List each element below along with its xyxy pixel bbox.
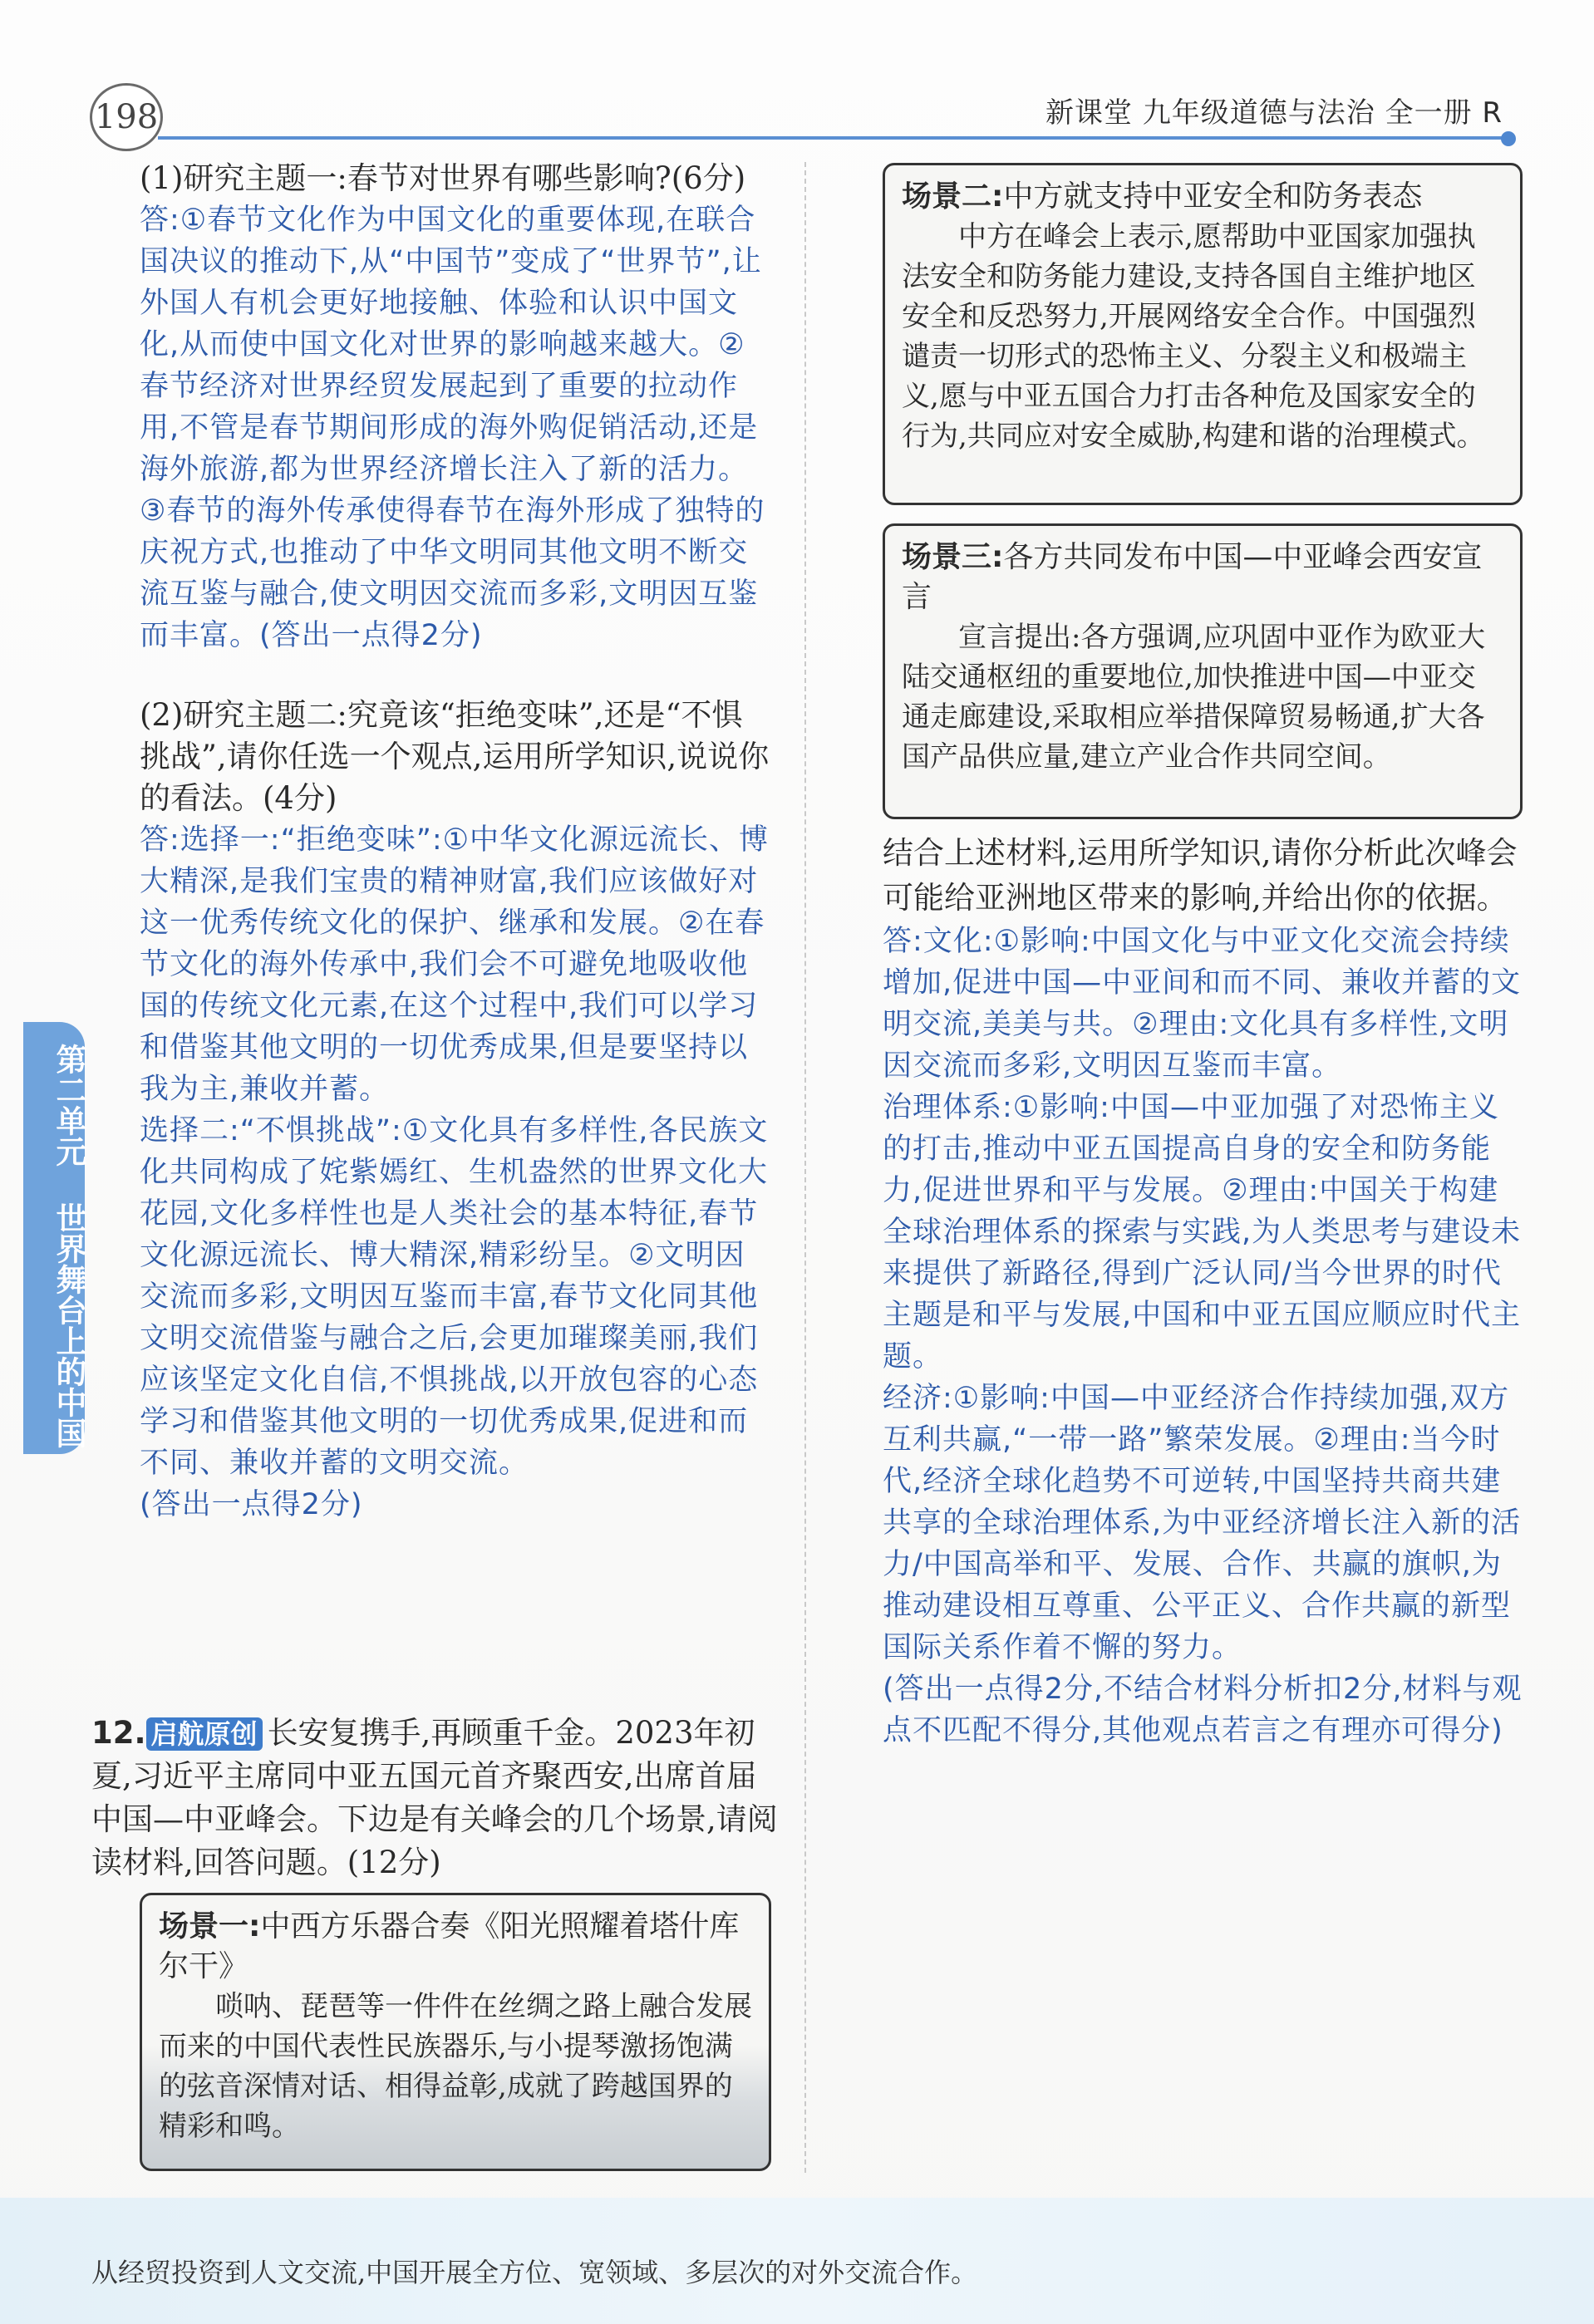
answer-2-scoring: (答出一点得2分) [140,1488,363,1521]
question-12-number: 12. [91,1715,146,1751]
original-badge: 启航原创 [146,1717,263,1751]
left-column [140,158,773,1526]
question-12 [91,1712,781,1884]
question-12-sub: 结合上述材料,运用所学知识,请你分析此次峰会可能给亚洲地区带来的影响,并给出你的依据。 [883,835,1518,916]
column-divider [804,162,806,2173]
scene-1-box [140,1893,771,2171]
answer-governance: 治理体系:①影响:中国—中亚加强了对恐怖主义的打击,推动中亚五国提高自身的安全和防务能力,促进世界和平与发展。②理由:中国关于构建全球治理体系的探索与实践,为人类思考与建设未来提供了新路径,得到广泛认同/当今世界的时代主题是和平与发展,中国和中亚五国应顺应时代主题。 [883,1091,1522,1373]
scene-1-body: 唢呐、琵琶等一件件在丝绸之路上融合发展而来的中国代表性民族器乐,与小提琴激扬饱满的弦音深情对话、相得益彰,成就了跨越国界的精彩和鸣。 [159,1990,752,2143]
question-2: (2)研究主题二:究竟该“拒绝变味”,还是“不惧挑战”,请你任选一个观点,运用所学知识,说说你的看法。(4分) [140,697,770,816]
footer-text: 从经贸投资到人文交流,中国开展全方位、宽领域、多层次的对外交流合作。 [91,2257,978,2288]
scene-1-title: 场景一:中西方乐器合奏《阳光照耀着塔什库尔干》 [159,1909,740,1983]
answer-scoring-note: (答出一点得2分,不结合材料分析扣2分,材料与观点不匹配不得分,其他观点若言之有理亦可得分) [883,1673,1523,1747]
answer-1: 答:①春节文化作为中国文化的重要体现,在联合国决议的推动下,从“中国节”变成了“世界节”,让外国人有机会更好地接触、体验和认识中国文化,从而使中国文化对世界的影响越来越大。②春节经济对世界经贸发展起到了重要的拉动作用,不管是春节期间形成的海外购促销活动,还是海外旅游,都为世界经济增长注入了新的活力。③春节的海外传承使得春节在海外形成了独特的庆祝方式,也推动了中华文明同其他文明不断交流互鉴与融合,使文明因交流而多彩,文明因互鉴而丰富。(答出一点得2分) [140,204,765,652]
header-dot [1501,131,1516,146]
scene-2-box [883,163,1523,505]
page-number: 198 [90,83,163,151]
right-column-text [883,831,1523,1752]
scene-2-title: 场景二:中方就支持中亚安全和防务表态 [902,179,1423,214]
scene-3-body: 宣言提出:各方强调,应巩固中亚作为欧亚大陆交通枢纽的重要地位,加快推进中国—中亚交通走廊建设,采取相应举措保障贸易畅通,扩大各国产品供应量,建立产业合作共同空间。 [902,621,1486,774]
header-title: 新课堂 九年级道德与法治 全一册 R [1045,96,1503,130]
answer-2-option-2: 选择二:“不惧挑战”:①文化具有多样性,各民族文化共同构成了姹紫嫣红、生机盎然的世界文化大花园,文化多样性也是人类社会的基本特征,春节文化源远流长、博大精深,精彩纷呈。②文明因交流而多彩,文明因互鉴而丰富,春节文化同其他文明交流借鉴与融合之后,会更加璀璨美丽,我们应该坚定文化自信,不惧挑战,以开放包容的心态学习和借鉴其他文明的一切优秀成果,促进和而不同、兼收并蓄的文明交流。 [140,1114,769,1480]
scene-3-title: 场景三:各方共同发布中国—中亚峰会西安宣言 [902,540,1483,614]
scene-3-box [883,523,1523,819]
question-1: (1)研究主题一:春节对世界有哪些影响?(6分) [140,160,746,196]
answer-2-option-1: 答:选择一:“拒绝变味”:①中华文化源远流长、博大精深,是我们宝贵的精神财富,我们应该做好对这一优秀传统文化的保护、继承和发展。②在春节文化的海外传承中,我们会不可避免地吸收他国的传统文化元素,在这个过程中,我们可以学习和借鉴其他文明的一切优秀成果,但是要坚持以我为主,兼收并蓄。 [140,823,770,1106]
side-tab-unit: 第二单元 世界舞台上的中国 [23,1022,85,1454]
header-rule [158,136,1504,140]
question-12-text: 长安复携手,再顾重千金。2023年初夏,习近平主席同中亚五国元首齐聚西安,出席首届中国—中亚峰会。下边是有关峰会的几个场景,请阅读材料,回答问题。(12分) [91,1715,778,1880]
answer-culture: 答:文化:①影响:中国文化与中亚文化交流会持续增加,促进中国—中亚间和而不同、兼收并蓄的文明交流,美美与共。②理由:文化具有多样性,文明因交流而多彩,文明因互鉴而丰富。 [883,925,1522,1083]
scene-2-body: 中方在峰会上表示,愿帮助中亚国家加强执法安全和防务能力建设,支持各国自主维护地区安全和反恐努力,开展网络安全合作。中国强烈谴责一切形式的恐怖主义、分裂主义和极端主义,愿与中亚五国合力打击各种危及国家安全的行为,共同应对安全威胁,构建和谐的治理模式。 [902,220,1485,453]
answer-economy: 经济:①影响:中国—中亚经济合作持续加强,双方互利共赢,“一带一路”繁荣发展。②理由:当今时代,经济全球化趋势不可逆转,中国坚持共商共建共享的全球治理体系,为中亚经济增长注入新的活力/中国高举和平、发展、合作、共赢的旗帜,为推动建设相互尊重、公平正义、合作共赢的新型国际关系作着不懈的努力。 [883,1382,1522,1664]
